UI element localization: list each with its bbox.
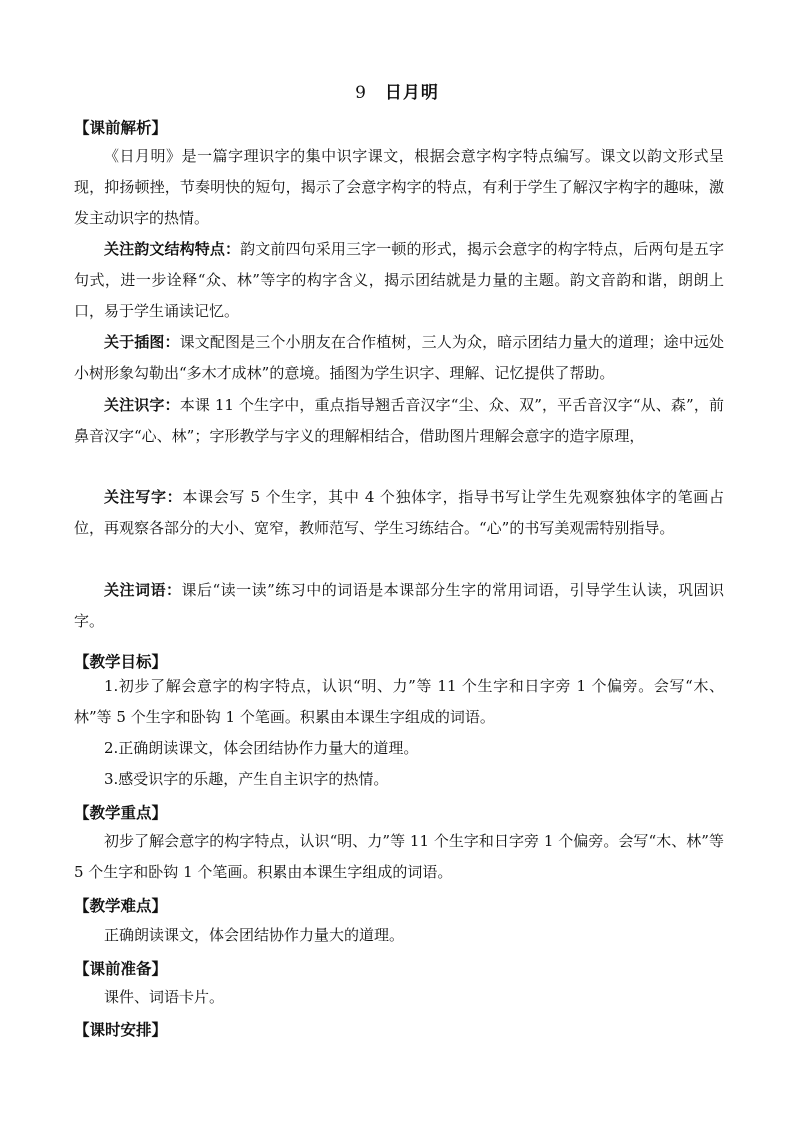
key-points-heading: 【教学重点】 bbox=[74, 803, 168, 822]
analysis-paragraph-5 bbox=[74, 482, 724, 544]
analysis-p4-label: 关注识字： bbox=[104, 396, 180, 414]
schedule-heading: 【课时安排】 bbox=[74, 1020, 168, 1039]
key-points-text: 初步了解会意字的构字特点，认识“明、力”等 11 个生字和日字旁 1 个偏旁。会写“木、林”等 5 个生字和卧钩 1 个笔画。积累由本课生字组成的词语。 bbox=[74, 832, 724, 881]
analysis-p3-text: 课文配图是三个小朋友在合作植树，三人为众，暗示团结力量大的道理；途中远处小树形象勾勒出“多木才成林”的意境。插图为学生识字、理解、记忆提供了帮助。 bbox=[74, 333, 724, 382]
preparation-heading: 【课前准备】 bbox=[74, 959, 168, 978]
analysis-paragraph-3 bbox=[74, 327, 724, 389]
goal-item-1: 1.初步了解会意字的构字特点，认识“明、力”等 11 个生字和日字旁 1 个偏旁。会写“木、林”等 5 个生字和卧钩 1 个笔画。积累由本课生字组成的词语。 bbox=[74, 677, 724, 726]
analysis-paragraph-4 bbox=[74, 390, 724, 452]
analysis-paragraph-1: 《日月明》是一篇字理识字的集中识字课文，根据会意字构字特点编写。课文以韵文形式呈现，抑扬顿挫，节奏明快的短句，揭示了会意字构字的特点，有利于学生了解汉字构字的趣味，激发主动识字的热情。 bbox=[74, 147, 724, 227]
lesson-number: 9 bbox=[355, 83, 367, 103]
analysis-p3-label: 关于插图： bbox=[104, 333, 180, 351]
analysis-p5-text: 本课会写 5 个生字，其中 4 个独体字，指导书写让学生先观察独体字的笔画占位，再观察各部分的大小、宽窄，教师范写、学生习练结合。“心”的书写美观需特别指导。 bbox=[74, 488, 724, 537]
analysis-p2-label: 关注韵文结构特点： bbox=[104, 240, 241, 258]
difficulty-heading: 【教学难点】 bbox=[74, 896, 168, 915]
analysis-p2-text: 韵文前四句采用三字一顿的形式，揭示会意字的构字特点，后两句是五字句式，进一步诠释“众、林”等字的构字含义，揭示团结就是力量的主题。韵文音韵和谐，朗朗上口，易于学生诵读记忆。 bbox=[74, 240, 724, 320]
lesson-title bbox=[0, 78, 794, 103]
analysis-p6-text: 课后“读一读”练习中的词语是本课部分生字的常用词语，引导学生认读，巩固识字。 bbox=[74, 581, 724, 630]
analysis-p5-label: 关注写字： bbox=[104, 488, 183, 506]
difficulty-text: 正确朗读课文，体会团结协作力量大的道理。 bbox=[104, 926, 405, 944]
goal-item-3: 3.感受识字的乐趣，产生自主识字的热情。 bbox=[104, 770, 389, 788]
analysis-p4-text: 本课 11 个生字中，重点指导翘舌音汉字“尘、众、双”，平舌音汉字“从、森”，前鼻音汉字“心、林”；字形教学与字义的理解相结合，借助图片理解会意字的造字原理， bbox=[74, 396, 724, 445]
goal-item-2: 2.正确朗读课文，体会团结协作力量大的道理。 bbox=[104, 739, 419, 757]
preparation-text: 课件、词语卡片。 bbox=[104, 988, 225, 1006]
goals-heading: 【教学目标】 bbox=[74, 652, 168, 671]
analysis-p6-label: 关注词语： bbox=[104, 581, 182, 599]
lesson-title-text: 日月明 bbox=[384, 83, 439, 103]
analysis-paragraph-2 bbox=[74, 234, 724, 327]
analysis-paragraph-6 bbox=[74, 575, 724, 637]
analysis-heading: 【课前解析】 bbox=[74, 118, 168, 137]
